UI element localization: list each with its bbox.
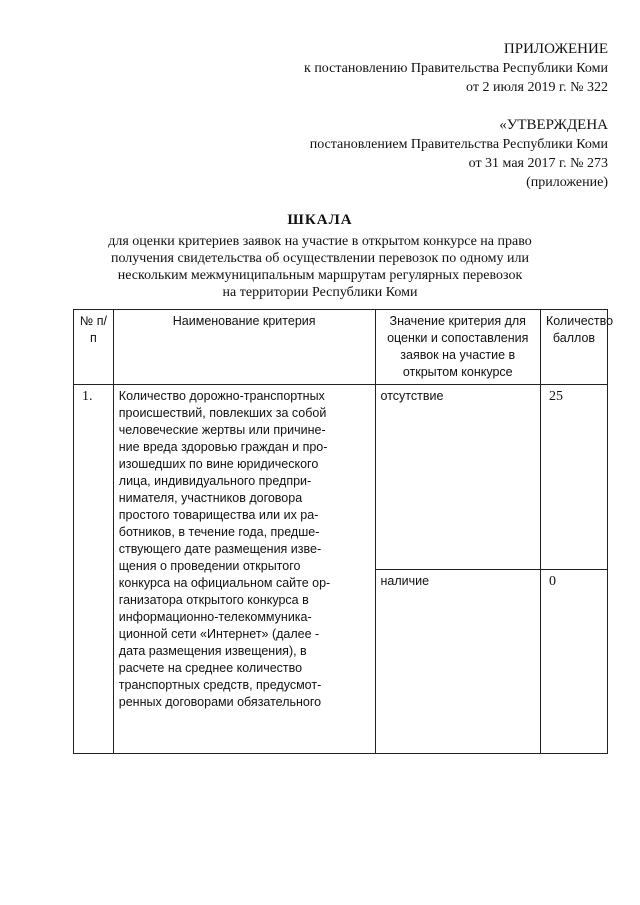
- criterion-line: изошедших по вине юридического: [118, 457, 319, 471]
- criterion-line: ботников, в течение года, предше-: [118, 525, 320, 539]
- document-title: ШКАЛА: [287, 212, 353, 228]
- criterion-line: происшествий, повлекших за собой: [118, 406, 327, 420]
- criterion-line: нимателя, участников договора: [118, 491, 303, 505]
- subtitle-line: получения свидетельства об осуществлении перевозок по одному или: [110, 251, 530, 266]
- subtitle-line: для оценки критериев заявок на участие в открытом конкурсе на право: [108, 234, 532, 249]
- value-absence: отсутствие: [375, 385, 540, 570]
- value-presence: наличие: [375, 569, 540, 754]
- criterion-line: ствующего дате размещения изве-: [118, 542, 322, 556]
- criterion-line: щения о проведении открытого: [118, 559, 301, 573]
- approved-title: «УТВЕРЖДЕНА: [499, 117, 608, 133]
- appendix-title: ПРИЛОЖЕНИЕ: [503, 41, 608, 57]
- criterion-line: Количество дорожно-транспортных: [118, 389, 325, 403]
- appendix-header: [304, 40, 608, 97]
- header-num: № п/п: [74, 310, 114, 385]
- approved-line-3: (приложение): [526, 175, 608, 190]
- approved-header: [310, 116, 608, 192]
- criteria-table: [73, 309, 614, 754]
- header-value: Значение критерия для оценки и сопоставления заявок на участие в открытом конкурсе: [375, 310, 540, 385]
- criterion-line: информационно-телекоммуника-: [118, 610, 312, 624]
- document-subtitle: [80, 233, 560, 301]
- criterion-line: расчете на среднее количество: [118, 661, 303, 675]
- criterion-line: ние вреда здоровью граждан и про-: [118, 440, 328, 454]
- table-header-row: [74, 310, 608, 385]
- table-row: [74, 385, 608, 570]
- criterion-text: [113, 385, 375, 754]
- criterion-line: человеческие жертвы или причине-: [118, 423, 326, 437]
- criterion-line: дата размещения извещения), в: [118, 644, 307, 658]
- header-name: Наименование критерия: [113, 310, 375, 385]
- criterion-line: ционной сети «Интернет» (далее -: [118, 627, 320, 641]
- header-points: Количество баллов: [540, 310, 607, 385]
- row-num: 1.: [74, 385, 114, 754]
- criterion-line: конкурса на официальном сайте ор-: [118, 576, 331, 590]
- points-absence: 25: [540, 385, 607, 570]
- criterion-line: ренных договорами обязательного: [118, 695, 322, 709]
- appendix-line-2: от 2 июля 2019 г. № 322: [466, 80, 608, 95]
- criterion-line: транспортных средств, предусмот-: [118, 678, 322, 692]
- approved-line-1: постановлением Правительства Республики Коми: [309, 137, 608, 152]
- subtitle-line: на территории Республики Коми: [222, 285, 418, 300]
- points-presence: 0: [540, 569, 607, 754]
- appendix-line-1: к постановлению Правительства Республики Коми: [304, 61, 608, 76]
- subtitle-line: нескольким межмуниципальным маршрутам регулярных перевозок: [117, 268, 523, 283]
- criterion-line: простого товарищества или их ра-: [118, 508, 319, 522]
- approved-line-2: от 31 мая 2017 г. № 273: [468, 156, 608, 171]
- criterion-line: лица, индивидуального предпри-: [118, 474, 312, 488]
- criterion-line: ганизатора открытого конкурса в: [118, 593, 309, 607]
